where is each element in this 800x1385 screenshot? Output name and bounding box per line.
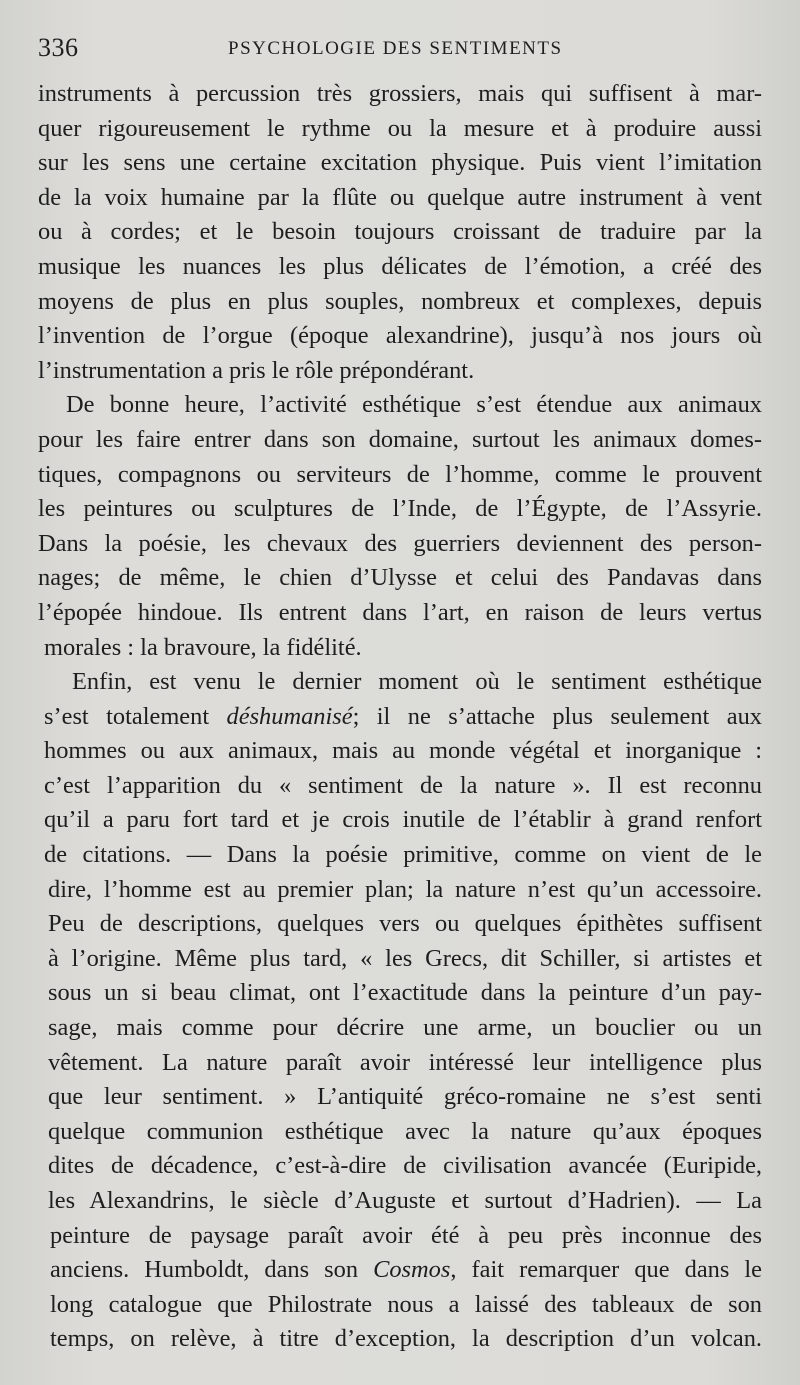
italic-word: Cosmos (373, 1256, 451, 1284)
page-header (38, 30, 760, 66)
text-line: moyens de plus en plus souples, nombreux et complexes, depuis (38, 287, 762, 315)
text-line: morales : la bravoure, la fidélité. (44, 633, 362, 661)
text-segment: s’est totalement (44, 702, 227, 730)
text-line: dites de décadence, c’est-à-dire de civilisation avancée (Euripide, (48, 1152, 762, 1180)
text-line: nages; de même, le chien d’Ulysse et celui des Pandavas dans (38, 564, 762, 592)
body-text (38, 77, 762, 1357)
text-line: tiques, compagnons ou serviteurs de l’homme, comme le prouvent (38, 460, 762, 488)
text-line-with-italic (38, 1253, 762, 1288)
text-line: de la voix humaine par la flûte ou quelque autre instrument à vent (38, 183, 762, 211)
text-segment: , fait remarquer que dans le (450, 1256, 762, 1284)
text-line: l’épopée hindoue. Ils entrent dans l’art, en raison de leurs vertus (38, 598, 762, 626)
paragraph-start-line: De bonne heure, l’activité esthétique s’est étendue aux animaux (66, 391, 762, 419)
text-line: hommes ou aux animaux, mais au monde végétal et inorganique : (44, 737, 762, 765)
text-line: l’invention de l’orgue (époque alexandrine), jusqu’à nos jours où (38, 322, 762, 350)
text-line: ou à cordes; et le besoin toujours croissant de traduire par la (38, 218, 762, 246)
text-line: l’instrumentation a pris le rôle prépondérant. (38, 356, 475, 384)
text-line: sage, mais comme pour décrire une arme, un bouclier ou un (48, 1014, 762, 1042)
text-line: vêtement. La nature paraît avoir intéressé leur intelligence plus (48, 1048, 762, 1076)
text-line: pour les faire entrer dans son domaine, surtout les animaux domes- (38, 425, 762, 453)
text-line: c’est l’apparition du « sentiment de la nature ». Il est reconnu (44, 771, 762, 799)
text-line: dire, l’homme est au premier plan; la nature n’est qu’un accessoire. (48, 875, 762, 903)
text-line: de citations. — Dans la poésie primitive, comme on vient de le (44, 841, 762, 869)
text-line: à l’origine. Même plus tard, « les Grecs, dit Schiller, si artistes et (48, 944, 762, 972)
text-line: sous un si beau climat, ont l’exactitude dans la peinture d’un pay- (48, 979, 762, 1007)
paragraph-start-line: Enfin, est venu le dernier moment où le sentiment esthétique (72, 668, 762, 696)
text-line: peinture de paysage paraît avoir été à peu près inconnue des (50, 1221, 762, 1249)
text-line: Dans la poésie, les chevaux des guerriers deviennent des person- (38, 529, 762, 557)
text-line: sur les sens une certaine excitation physique. Puis vient l’imitation (38, 149, 762, 177)
text-line: temps, on relève, à titre d’exception, la description d’un volcan. (50, 1325, 762, 1353)
text-line: les Alexandrins, le siècle d’Auguste et surtout d’Hadrien). — La (48, 1187, 762, 1214)
page-number: 336 (38, 33, 79, 62)
text-line: quelque communion esthétique avec la nature qu’aux époques (48, 1117, 762, 1145)
text-line: les peintures ou sculptures de l’Inde, de l’Égypte, de l’Assyrie. (38, 495, 762, 523)
text-line: musique les nuances les plus délicates de l’émotion, a créé des (38, 252, 762, 280)
italic-word: déshumanisé (226, 702, 353, 730)
text-line: que leur sentiment. » L’antiquité gréco-romaine ne s’est senti (48, 1083, 762, 1111)
running-title: PSYCHOLOGIE DES SENTIMENTS (228, 38, 563, 59)
text-segment: ; il ne s’attache plus seulement aux (352, 702, 762, 730)
text-line-with-italic (38, 700, 762, 735)
text-line: qu’il a paru fort tard et je crois inutile de l’établir à grand renfort (44, 806, 762, 834)
text-line: long catalogue que Philostrate nous a laissé des tableaux de son (50, 1290, 762, 1318)
text-segment: anciens. Humboldt, dans son (50, 1256, 374, 1284)
text-line: instruments à percussion très grossiers, mais qui suffisent à mar- (38, 80, 762, 107)
text-line: Peu de descriptions, quelques vers ou quelques épithètes suffisent (48, 910, 762, 938)
text-line: quer rigoureusement le rythme ou la mesure et à produire aussi (38, 114, 762, 142)
